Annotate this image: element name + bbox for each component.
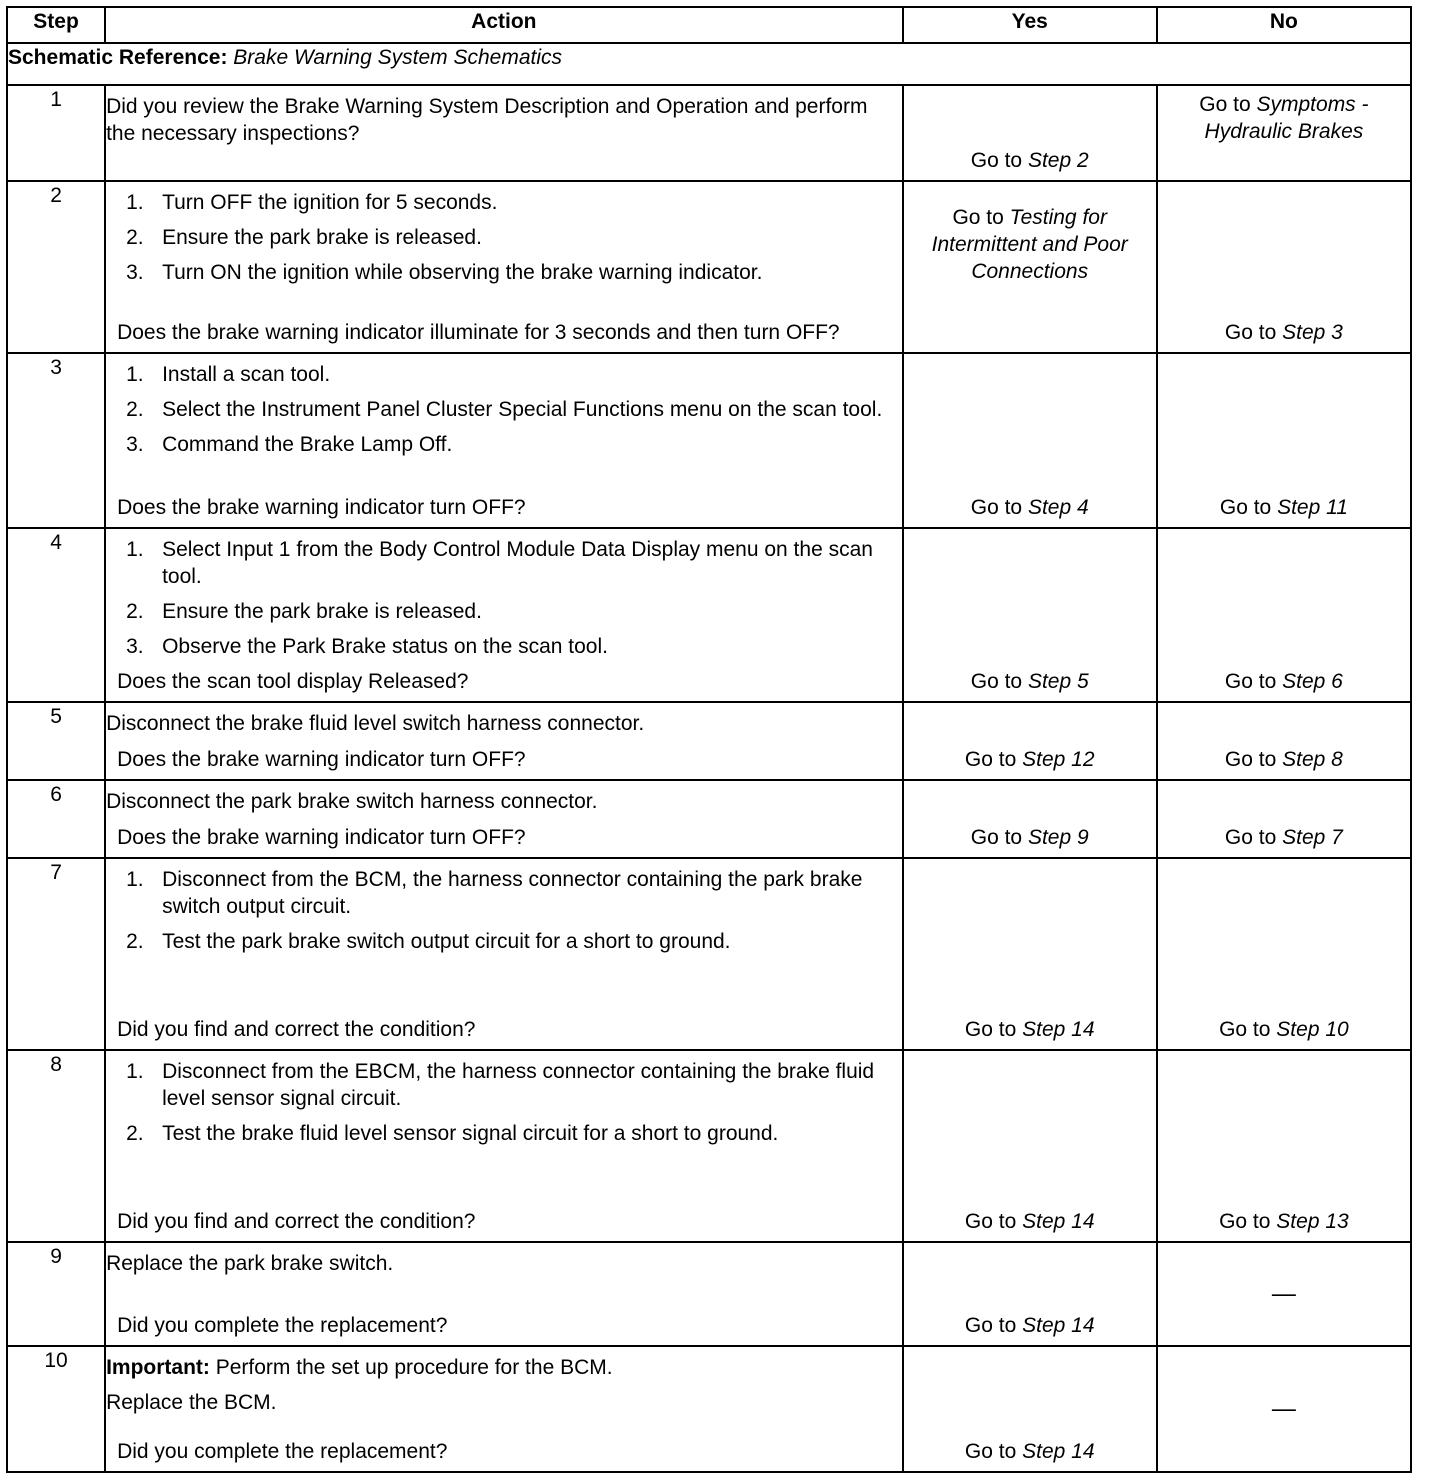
table-row <box>7 858 1411 1050</box>
question-text: Did you find and correct the condition? <box>117 1210 476 1233</box>
no-cell <box>1157 702 1411 780</box>
no-cell <box>1157 1050 1411 1242</box>
list-item: 3. Observe the Park Brake status on the scan tool. <box>126 635 608 658</box>
list-item: 2. Test the park brake switch output circuit for a short to ground. <box>126 930 731 953</box>
question-text: Does the scan tool display Released? <box>117 670 469 693</box>
list-item: 1. Turn OFF the ignition for 5 seconds. <box>126 191 498 214</box>
no-cell <box>1157 1242 1411 1346</box>
header-no: No <box>1157 7 1411 43</box>
table-row <box>7 1050 1411 1242</box>
step-number: 7 <box>7 858 105 1050</box>
table-row <box>7 1242 1411 1346</box>
step-number: 4 <box>7 528 105 702</box>
no-cell <box>1157 780 1411 858</box>
yes-cell <box>903 181 1157 353</box>
schematic-reference-label: Schematic Reference: <box>8 46 228 69</box>
action-cell <box>105 85 903 181</box>
yes-result: Go to Step 12 <box>964 748 1095 771</box>
no-result: Go to Symptoms - Hydraulic Brakes <box>1199 93 1369 143</box>
step-number: 5 <box>7 702 105 780</box>
action-text: Disconnect the brake fluid level switch harness connector. <box>106 712 645 735</box>
table-row <box>7 780 1411 858</box>
yes-result: Go to Step 14 <box>964 1314 1095 1337</box>
list-item: 1. Disconnect from the EBCM, the harness connector containing the brake fluid level sensor signal circuit. <box>126 1060 875 1110</box>
question-text: Did you complete the replacement? <box>117 1440 448 1463</box>
yes-cell <box>903 1346 1157 1472</box>
no-result: Go to Step 7 <box>1224 826 1343 849</box>
step-number: 6 <box>7 780 105 858</box>
table-header-row <box>7 7 1411 43</box>
list-item: 1. Select Input 1 from the Body Control Module Data Display menu on the scan tool. <box>126 538 873 588</box>
table-row <box>7 353 1411 528</box>
action-cell <box>105 858 903 1050</box>
no-cell <box>1157 858 1411 1050</box>
list-item: 2. Ensure the park brake is released. <box>126 600 482 623</box>
step-number: 10 <box>7 1346 105 1472</box>
yes-result: Go to Step 14 <box>964 1210 1095 1233</box>
list-item: 3. Command the Brake Lamp Off. <box>126 433 453 456</box>
no-result: Go to Step 3 <box>1224 321 1343 344</box>
action-text: Did you review the Brake Warning System Description and Operation and perform the necessary inspections? <box>106 95 868 145</box>
important-note <box>106 1354 902 1381</box>
yes-result: Go to Step 14 <box>964 1440 1095 1463</box>
action-cell <box>105 528 903 702</box>
action-cell <box>105 181 903 353</box>
no-cell <box>1157 181 1411 353</box>
action-cell <box>105 1050 903 1242</box>
yes-result: Go to Step 5 <box>970 670 1089 693</box>
action-cell <box>105 353 903 528</box>
header-action: Action <box>105 7 903 43</box>
yes-cell <box>903 780 1157 858</box>
no-result: Go to Step 6 <box>1224 670 1343 693</box>
yes-cell <box>903 1050 1157 1242</box>
table-row <box>7 702 1411 780</box>
action-cell <box>105 1242 903 1346</box>
list-item: 1. Disconnect from the BCM, the harness connector containing the park brake switch output circuit. <box>126 868 863 918</box>
yes-result: Go to Step 9 <box>970 826 1089 849</box>
list-item: 2. Test the brake fluid level sensor signal circuit for a short to ground. <box>126 1122 779 1145</box>
question-text: Did you complete the replacement? <box>117 1314 448 1337</box>
action-cell <box>105 780 903 858</box>
list-item: 3. Turn ON the ignition while observing the brake warning indicator. <box>126 261 763 284</box>
action-text: Replace the BCM. <box>106 1391 277 1414</box>
action-text: Disconnect the park brake switch harness connector. <box>106 790 598 813</box>
table-row <box>7 528 1411 702</box>
yes-cell <box>903 1242 1157 1346</box>
no-result: — <box>1271 1280 1296 1308</box>
table-row <box>7 1346 1411 1472</box>
important-label: Important: <box>106 1356 210 1379</box>
action-cell <box>105 702 903 780</box>
yes-cell <box>903 702 1157 780</box>
step-number: 3 <box>7 353 105 528</box>
step-number: 9 <box>7 1242 105 1346</box>
yes-cell <box>903 85 1157 181</box>
list-item: 1. Install a scan tool. <box>126 363 331 386</box>
question-text: Does the brake warning indicator turn OFF? <box>117 496 526 519</box>
action-cell <box>105 1346 903 1472</box>
no-result: Go to Step 11 <box>1219 496 1348 519</box>
yes-cell <box>903 353 1157 528</box>
step-number: 2 <box>7 181 105 353</box>
action-text: Replace the park brake switch. <box>106 1252 394 1275</box>
header-step: Step <box>7 7 105 43</box>
no-result: Go to Step 8 <box>1224 748 1343 771</box>
yes-cell <box>903 858 1157 1050</box>
yes-result: Go to Step 4 <box>970 496 1089 519</box>
yes-result: Go to Testing for Intermittent and Poor Connections <box>931 206 1128 283</box>
diagnostic-table <box>6 6 1412 1473</box>
no-cell <box>1157 1346 1411 1472</box>
schematic-reference-row <box>7 43 1411 85</box>
no-result: Go to Step 13 <box>1219 1210 1349 1233</box>
yes-cell <box>903 528 1157 702</box>
no-result: Go to Step 10 <box>1219 1018 1349 1041</box>
yes-result: Go to Step 2 <box>970 149 1089 172</box>
question-text: Does the brake warning indicator turn OFF? <box>117 748 526 771</box>
table-row <box>7 181 1411 353</box>
step-number: 1 <box>7 85 105 181</box>
list-item: 2. Ensure the park brake is released. <box>126 226 482 249</box>
no-cell <box>1157 528 1411 702</box>
schematic-reference <box>7 43 1411 85</box>
list-item: 2. Select the Instrument Panel Cluster Special Functions menu on the scan tool. <box>126 398 883 421</box>
question-text: Does the brake warning indicator illuminate for 3 seconds and then turn OFF? <box>117 321 840 344</box>
no-cell <box>1157 353 1411 528</box>
yes-result: Go to Step 14 <box>964 1018 1095 1041</box>
table-row <box>7 85 1411 181</box>
important-text: Perform the set up procedure for the BCM. <box>215 1356 613 1379</box>
schematic-reference-value: Brake Warning System Schematics <box>233 46 563 69</box>
question-text: Does the brake warning indicator turn OFF? <box>117 826 526 849</box>
no-result: — <box>1271 1395 1296 1423</box>
question-text: Did you find and correct the condition? <box>117 1018 476 1041</box>
no-cell <box>1157 85 1411 181</box>
step-number: 8 <box>7 1050 105 1242</box>
header-yes: Yes <box>903 7 1157 43</box>
